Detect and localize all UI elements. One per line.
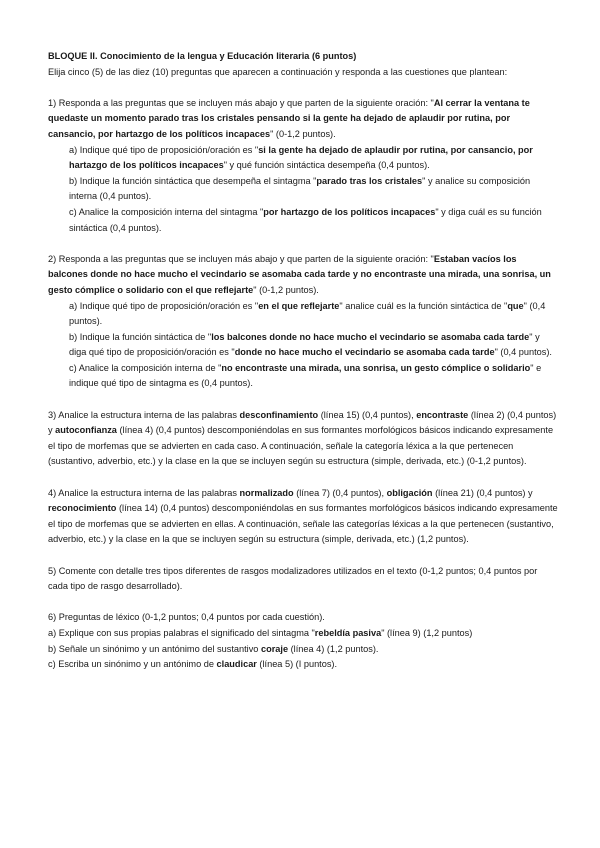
spacer xyxy=(48,470,558,486)
section-title: BLOQUE II. Conocimiento de la lengua y Educación literaria (6 puntos) xyxy=(48,51,357,61)
question-6-a: a) Explique con sus propias palabras el significado del sintagma "rebeldía pasiva" (línea 9) (1,2 puntos) xyxy=(48,627,473,638)
question-6-b: b) Señale un sinónimo y un antónimo del sustantivo coraje (línea 4) (1,2 puntos). xyxy=(48,643,379,654)
question-3: 3) Analice la estructura interna de las palabras desconfinamiento (línea 15) (0,4 puntos), encontraste (línea 2) (0,4 puntos) y autoconfianza (línea 4) (0,4 puntos) descomponiéndolas en sus formantes morfológicos básicos indicando expresamente el tipo de morfemas que se advierten en cada caso. A continuación, señale la categoría léxica a la que pertenecen (sustantivo, adverbio, etc.) y la clase en la que se incluyen según su estructura (simple, derivada, etc.) (0-1,2 puntos). xyxy=(48,409,557,467)
spacer xyxy=(48,236,558,252)
document-page xyxy=(48,49,558,673)
question-6-c: c) Escriba un sinónimo y un antónimo de claudicar (línea 5) (I puntos). xyxy=(48,659,338,670)
question-2-intro: 2) Responda a las preguntas que se incluyen más abajo y que parten de la siguiente oración: "Estaban vacíos los balcones donde no hace mucho el vecindario se asomaba cada tarde y no encontraste una mirada, una sonrisa, un gesto cómplice o solidario con el que reflejarte" (0-1,2 puntos). xyxy=(48,253,551,295)
section-header xyxy=(48,49,558,65)
question-1-b: b) Indique la función sintáctica que desempeña el sintagma "parado tras los cristales" y analice su composición interna (0,4 puntos). xyxy=(69,175,531,202)
question-5: 5) Comente con detalle tres tipos diferentes de rasgos modalizadores utilizados en el texto (0-1,2 puntos; 0,4 puntos por cada tipo de rasgo desarrollado). xyxy=(48,565,538,592)
spacer xyxy=(48,595,558,611)
question-4: 4) Analice la estructura interna de las palabras normalizado (línea 7) (0,4 puntos), obligación (línea 21) (0,4 puntos) y reconocimiento (línea 14) (0,4 puntos) descomponiéndolas en sus formantes morfológicos básicos indicando expresamente el tipo de morfemas que se advierten en ellas. A continuación, señale las categorías léxicas a la que pertenecen (sustantivo, adverbio, etc.) y la clase en la que se incluyen según su estructura (simple, derivada, etc.) (1,2 puntos). xyxy=(48,487,558,545)
spacer xyxy=(48,392,558,408)
question-2-c: c) Analice la composición interna de "no encontraste una mirada, una sonrisa, un gesto cómplice o solidario" e indique qué tipo de sintagma es (0,4 puntos). xyxy=(69,362,542,389)
question-1-intro: 1) Responda a las preguntas que se incluyen más abajo y que parten de la siguiente oración: "Al cerrar la ventana te quedaste un momento parado tras los cristales pensando si la gente ha dejado de aplaudir por rutina, por cansancio, por hartazgo de los políticos incapaces" (0-1,2 puntos). xyxy=(48,97,530,139)
question-1-c: c) Analice la composición interna del sintagma "por hartazgo de los políticos incapaces" y diga cuál es su función sintáctica (0,4 puntos). xyxy=(69,206,542,233)
question-6-intro: 6) Preguntas de léxico (0-1,2 puntos; 0,4 puntos por cada cuestión). xyxy=(48,612,325,623)
question-2-a: a) Indique qué tipo de proposición/oración es "en el que reflejarte" analice cuál es la función sintáctica de "que" (0,4 puntos). xyxy=(69,300,546,327)
spacer xyxy=(48,548,558,564)
section-instructions: Elija cinco (5) de las diez (10) preguntas que aparecen a continuación y responda a las cuestiones que plantean: xyxy=(48,66,508,77)
question-2-b: b) Indique la función sintáctica de "los balcones donde no hace mucho el vecindario se asomaba cada tarde" y diga qué tipo de proposición/oración es "donde no hace mucho el vecindario se asomaba cada tarde" (0,4 puntos). xyxy=(69,331,552,358)
question-1-a: a) Indique qué tipo de proposición/oración es "si la gente ha dejado de aplaudir por rutina, por cansancio, por hartazgo de los políticos incapaces" y qué función sintáctica desempeña (0,4 puntos). xyxy=(69,144,533,171)
spacer xyxy=(48,80,558,96)
